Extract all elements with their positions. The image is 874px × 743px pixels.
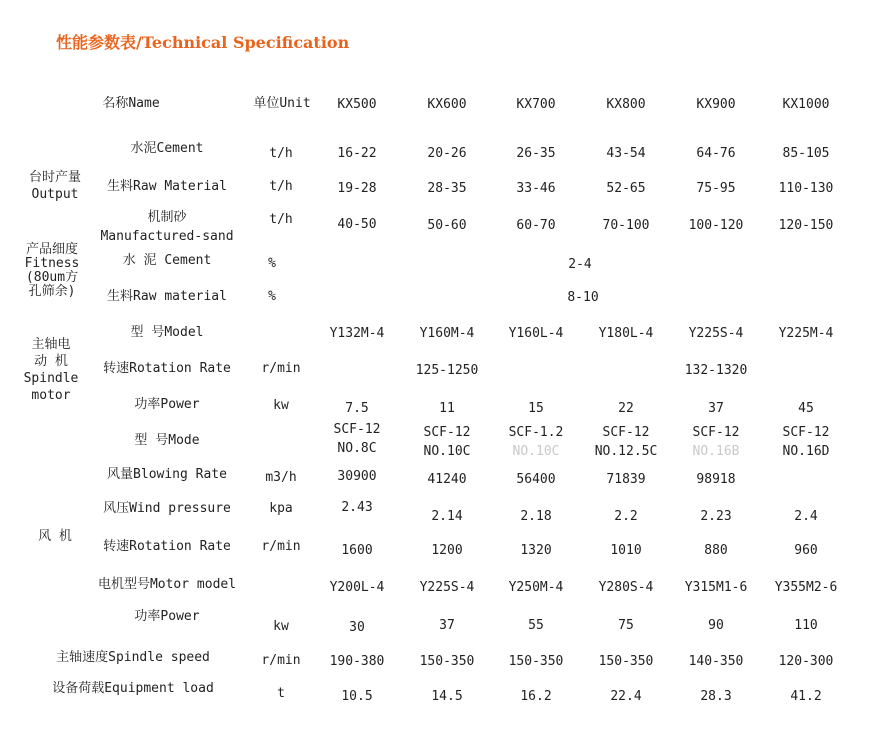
cell-fan_rotation: 880 xyxy=(704,543,728,558)
cell-sand: 40-50 xyxy=(337,217,377,232)
cell-raw: 33-46 xyxy=(516,181,556,196)
cell-fan-model: SCF-1.2 xyxy=(508,425,564,440)
cell-sand: 60-70 xyxy=(516,218,556,233)
cell-motor_model: Y225M-4 xyxy=(778,326,834,341)
cell-motor_power: 11 xyxy=(439,401,455,416)
cell-motor_model: Y180L-4 xyxy=(598,326,654,341)
cell-sand: 70-100 xyxy=(602,218,650,233)
cell-spindle_speed: 150-350 xyxy=(598,654,654,669)
cell-fan-model: SCF-12 xyxy=(333,422,381,437)
cell-fan_rotation: 960 xyxy=(794,543,818,558)
cell-fan_motor_model: Y355M2-6 xyxy=(774,580,838,595)
row-label-motor-rotation: 转速Rotation Rate xyxy=(103,361,231,376)
cell-spindle_speed: 120-300 xyxy=(778,654,834,669)
cell-load: 14.5 xyxy=(431,689,463,704)
group-fitness xyxy=(25,243,80,299)
cell-raw: 28-35 xyxy=(427,181,467,196)
row-unit-fit-cement: % xyxy=(268,256,276,271)
cell-fan-model: SCF-12 xyxy=(423,425,471,440)
row-unit-sand: t/h xyxy=(269,212,293,227)
cell-motor_power: 15 xyxy=(528,401,544,416)
row-label-motor_power: 功率Power xyxy=(134,397,200,412)
group-spindle-motor-line: Spindle xyxy=(23,371,79,386)
cell-motor-rotation: 132-1320 xyxy=(684,363,748,378)
cell-sand: 120-150 xyxy=(778,218,834,233)
cell-motor_power: 37 xyxy=(708,401,724,416)
header-unit: 单位Unit xyxy=(253,96,311,111)
row-label-fit-raw: 生料Raw material xyxy=(107,289,227,304)
cell-spindle_speed: 190-380 xyxy=(329,654,385,669)
cell-spindle_speed: 140-350 xyxy=(688,654,744,669)
row-label-motor_model: 型 号Model xyxy=(130,325,204,340)
cell-fan-model: SCF-12 xyxy=(602,425,650,440)
cell-cement: 26-35 xyxy=(516,146,556,161)
row-label-fan_motor_model: 电机型号Motor model xyxy=(97,577,237,592)
cell-fan_motor_model: Y315M1-6 xyxy=(684,580,748,595)
cell-motor_model: Y160M-4 xyxy=(419,326,475,341)
cell-fan_rotation: 1010 xyxy=(610,543,642,558)
cell-sand: 50-60 xyxy=(427,218,467,233)
row-unit-load: t xyxy=(277,686,285,701)
cell-pressure: 2.23 xyxy=(700,509,732,524)
cell-fan_rotation: 1320 xyxy=(520,543,552,558)
cell-load: 16.2 xyxy=(520,689,552,704)
cell-raw: 19-28 xyxy=(337,181,377,196)
page-title: 性能参数表/Technical Specification xyxy=(56,33,350,52)
row-label-fan_power: 功率Power xyxy=(134,609,200,624)
cell-motor_power: 22 xyxy=(618,401,634,416)
row-label-pressure: 风压Wind pressure xyxy=(103,501,231,516)
cell-fan_power: 75 xyxy=(618,618,634,633)
cell-load: 10.5 xyxy=(341,689,373,704)
cell-fan_motor_model: Y280S-4 xyxy=(598,580,654,595)
cell-fan_power: 37 xyxy=(439,618,455,633)
cell-cement: 85-105 xyxy=(782,146,830,161)
row-label-blowing: 风量Blowing Rate xyxy=(107,467,227,482)
group-fan: 风 机 xyxy=(38,529,72,544)
row-unit-cement: t/h xyxy=(269,146,293,161)
cell-sand: 100-120 xyxy=(688,218,744,233)
cell-pressure: 2.43 xyxy=(341,500,373,515)
cell-fit-cement: 2-4 xyxy=(568,257,592,272)
group-fitness-line: (80um方 xyxy=(25,270,79,285)
cell-fan_power: 55 xyxy=(528,618,544,633)
cell-motor_power: 7.5 xyxy=(345,401,369,416)
header-model: KX1000 xyxy=(782,97,830,112)
cell-fan_rotation: 1600 xyxy=(341,543,373,558)
row-label-fan-model: 型 号Mode xyxy=(134,433,200,448)
row-unit-fan_rotation: r/min xyxy=(261,539,301,554)
group-spindle-motor-line: 动 机 xyxy=(34,354,68,369)
cell-motor_power: 45 xyxy=(798,401,814,416)
cell-pressure: 2.18 xyxy=(520,509,552,524)
cell-cement: 64-76 xyxy=(696,146,736,161)
cell-pressure: 2.2 xyxy=(614,509,638,524)
header-model: KX800 xyxy=(606,97,646,112)
group-fitness-line: 产品细度 xyxy=(25,242,79,257)
cell-fan_motor_model: Y250M-4 xyxy=(508,580,564,595)
cell-motor-rotation: 125-1250 xyxy=(415,363,479,378)
cell-fan-model-no: NO.10C xyxy=(423,444,471,459)
cell-load: 22.4 xyxy=(610,689,642,704)
group-output-line: Output xyxy=(31,187,79,202)
row-label-load: 设备荷载Equipment load xyxy=(52,681,214,696)
cell-fan_power: 90 xyxy=(708,618,724,633)
cell-cement: 20-26 xyxy=(427,146,467,161)
header-model: KX700 xyxy=(516,97,556,112)
cell-fan-model-no: NO.16B xyxy=(692,444,740,459)
row-label-sand xyxy=(100,208,233,246)
cell-blowing: 98918 xyxy=(696,472,736,487)
row-unit-fit-raw: % xyxy=(268,289,276,304)
cell-pressure: 2.14 xyxy=(431,509,463,524)
group-fitness-line: Fitness xyxy=(24,256,80,271)
row-label-raw: 生料Raw Material xyxy=(107,179,227,194)
cell-load: 41.2 xyxy=(790,689,822,704)
cell-cement: 16-22 xyxy=(337,146,377,161)
row-label-sand-line: Manufactured-sand xyxy=(100,229,234,244)
header-model: KX500 xyxy=(337,97,377,112)
row-unit-blowing: m3/h xyxy=(265,470,297,485)
group-spindle-motor xyxy=(24,336,79,404)
row-label-sand-line: 机制砂 xyxy=(147,210,187,225)
cell-spindle_speed: 150-350 xyxy=(508,654,564,669)
cell-raw: 52-65 xyxy=(606,181,646,196)
cell-spindle_speed: 150-350 xyxy=(419,654,475,669)
row-unit-spindle_speed: r/min xyxy=(261,653,301,668)
group-output-line: 台时产量 xyxy=(28,170,82,185)
cell-motor_model: Y160L-4 xyxy=(508,326,564,341)
cell-fan-model-no: NO.12.5C xyxy=(594,444,658,459)
cell-fan_motor_model: Y225S-4 xyxy=(419,580,475,595)
group-spindle-motor-line: motor xyxy=(31,388,71,403)
cell-load: 28.3 xyxy=(700,689,732,704)
cell-raw: 110-130 xyxy=(778,181,834,196)
cell-fan-model: SCF-12 xyxy=(782,425,830,440)
group-output xyxy=(29,169,81,203)
cell-fan-model-no: NO.16D xyxy=(782,444,830,459)
cell-blowing: 30900 xyxy=(337,469,377,484)
cell-pressure: 2.4 xyxy=(794,509,818,524)
cell-fan_motor_model: Y200L-4 xyxy=(329,580,385,595)
cell-fan_power: 30 xyxy=(349,620,365,635)
cell-fan-model-no: NO.10C xyxy=(512,444,560,459)
cell-motor_model: Y225S-4 xyxy=(688,326,744,341)
cell-fan-model: SCF-12 xyxy=(692,425,740,440)
header-model: KX600 xyxy=(427,97,467,112)
header-name: 名称Name xyxy=(102,96,160,111)
cell-blowing: 41240 xyxy=(427,472,467,487)
row-unit-pressure: kpa xyxy=(269,501,293,516)
row-label-fit-cement: 水 泥 Cement xyxy=(122,253,212,268)
row-label-fan_rotation: 转速Rotation Rate xyxy=(103,539,231,554)
row-label-cement: 水泥Cement xyxy=(130,141,204,156)
header-model: KX900 xyxy=(696,97,736,112)
row-unit-motor-rotation: r/min xyxy=(261,361,301,376)
cell-fit-raw: 8-10 xyxy=(567,290,599,305)
cell-motor_model: Y132M-4 xyxy=(329,326,385,341)
cell-blowing: 71839 xyxy=(606,472,646,487)
row-unit-motor_power: kw xyxy=(273,398,289,413)
group-fitness-line: 孔筛余) xyxy=(28,284,76,299)
row-label-spindle_speed: 主轴速度Spindle speed xyxy=(56,650,210,665)
cell-fan-model-no: NO.8C xyxy=(337,441,377,456)
row-unit-raw: t/h xyxy=(269,179,293,194)
cell-fan_power: 110 xyxy=(794,618,818,633)
cell-raw: 75-95 xyxy=(696,181,736,196)
cell-cement: 43-54 xyxy=(606,146,646,161)
cell-fan_rotation: 1200 xyxy=(431,543,463,558)
row-unit-fan_power: kw xyxy=(273,619,289,634)
group-spindle-motor-line: 主轴电 xyxy=(31,337,71,352)
cell-blowing: 56400 xyxy=(516,472,556,487)
